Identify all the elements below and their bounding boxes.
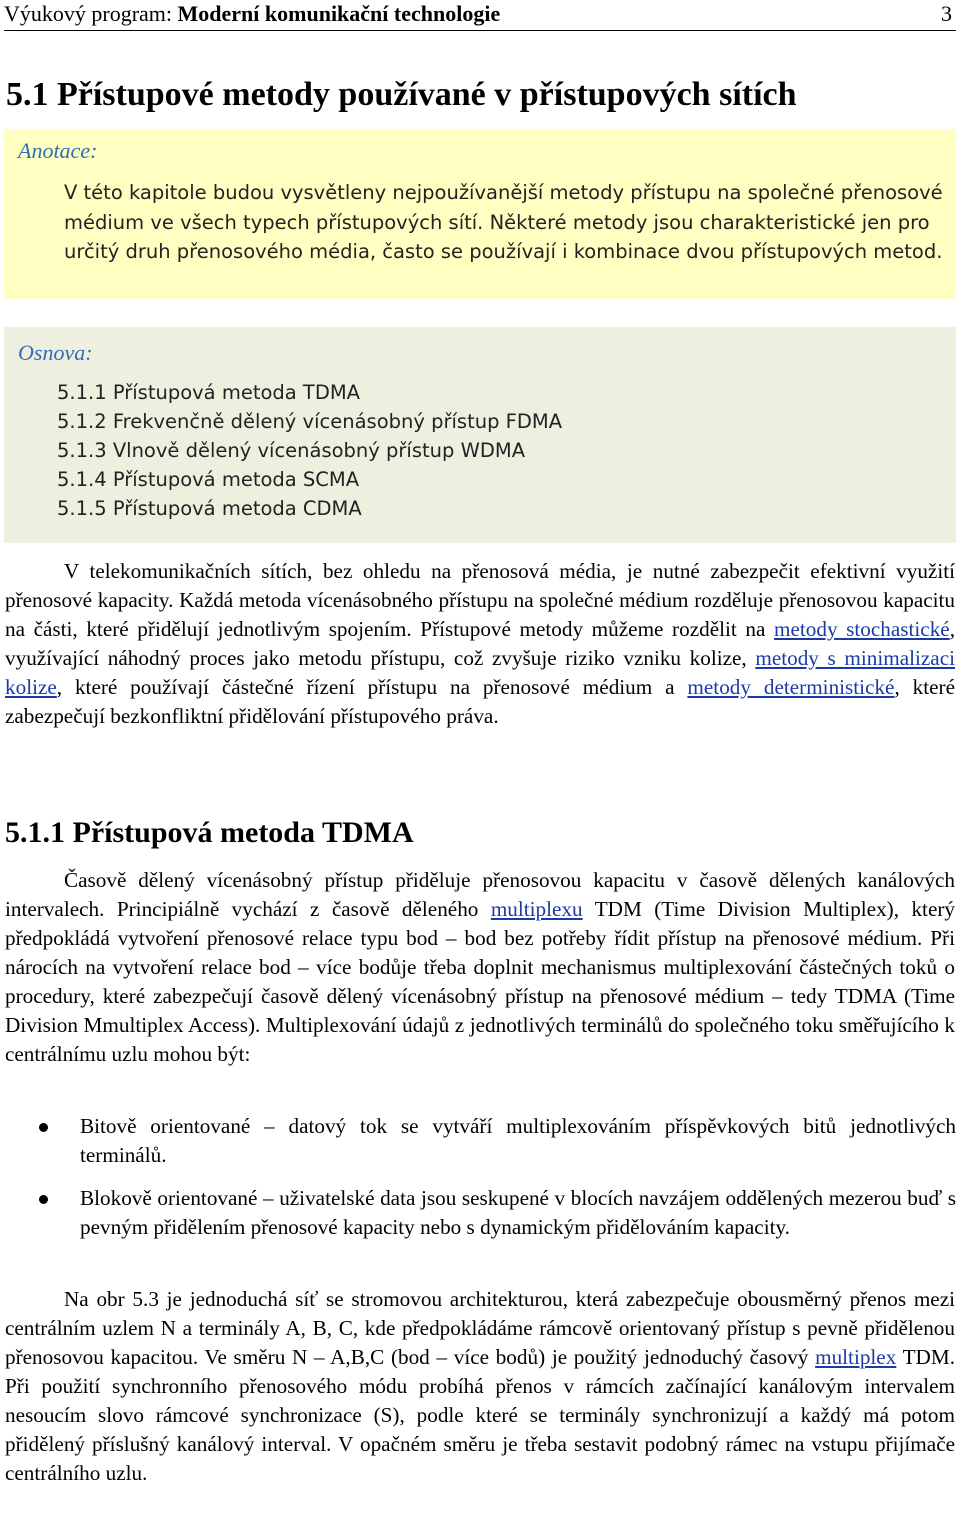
bullet-text: Blokově orientované – uživatelské data jsou seskupené v blocích navzájem oddělených mezerou buď s pevným přidělením přenosové kapacity nebo s dynamickým přidělováním kapacity. <box>80 1186 956 1239</box>
closing-text-2: TDM. Při použití synchronního přenosového módu probíhá přenos v rámcích začínající kanálovým intervalem nesoucím slovo rámcové synchronizace (S), podle které se terminály synchronizují a každý má potom přidělený příslušný kanálový interval. V opačném směru je třeba sestavit podobný rámec na vstupu přijímače centrálního uzlu. <box>5 1345 955 1485</box>
section-title: 5.1 Přístupové metody používané v přístupových sítích <box>6 76 797 113</box>
annotation-box <box>4 129 956 299</box>
bullet-text: Bitově orientované – datový tok se vytváří multiplexováním příspěvkových bitů jednotlivých terminálů. <box>80 1114 956 1167</box>
link-deterministic-methods[interactable]: metody deterministické <box>687 675 895 699</box>
outline-item: 5.1.2 Frekvenčně dělený vícenásobný přístup FDMA <box>57 410 563 433</box>
outline-list <box>57 378 562 523</box>
outline-item: 5.1.5 Přístupová metoda CDMA <box>57 497 362 520</box>
intro-paragraph <box>5 557 955 731</box>
tdma-text-1: Časově dělený vícenásobný přístup přiděluje přenosovou kapacitu v časově dělených kanálových intervalech. Principiálně vychází z časově děleného <box>5 868 955 921</box>
outline-item: 5.1.1 Přístupová metoda TDMA <box>57 381 361 404</box>
tdma-text-2: TDM (Time Division Multiplex), který předpokládá vytvoření přenosové relace typu bod – bod bez potřeby řídit přístup na přenosové médium. Při nárocích na vytvoření relace bod – více bodůje třeba doplnit mechanismus multiplexování částečných toků o procedury, které zabezpečují časově dělený vícenásobný přístup na přenosové médium – tedy TDMA (Time Division Mmultiplex Access). Multiplexování údajů z jednotlivých terminálů do společného toku směřujícího k centrálnímu uzlu mohou být: <box>5 897 955 1066</box>
bullet-item <box>80 1112 956 1170</box>
link-stochastic-methods[interactable]: metody stochastické <box>774 617 950 641</box>
bullet-icon <box>39 1195 48 1204</box>
intro-text-2: , využívající náhodný proces jako metodu přístupu, což zvyšuje riziko vzniku kolize, <box>5 617 956 670</box>
page-header <box>4 0 956 31</box>
outline-item: 5.1.3 Vlnově dělený vícenásobný přístup WDMA <box>57 439 526 462</box>
outline-item: 5.1.4 Přístupová metoda SCMA <box>57 468 360 491</box>
intro-text-3: , které používají částečné řízení přístupu na přenosové médium a <box>56 675 688 699</box>
link-multiplex[interactable]: multiplexu <box>490 897 583 921</box>
bullet-item <box>80 1184 956 1242</box>
annotation-text: V této kapitole budou vysvětleny nejpoužívanější metody přístupu na společné přenosové médium ve všech typech přístupových sítí. Některé metody jsou charakteristické jen pro určitý druh přenosového média, často se používají i kombinace dvou přístupových metod. <box>64 181 943 263</box>
outline-label: Osnova: <box>18 340 93 365</box>
link-multiplex-2[interactable]: multiplex <box>815 1345 897 1369</box>
header-title: Moderní komunikační technologie <box>177 1 501 26</box>
link-collision-minimization-methods[interactable]: metody s minimalizaci kolize <box>5 646 955 699</box>
page-number: 3 <box>941 1 952 26</box>
closing-paragraph <box>5 1285 955 1488</box>
intro-text-4: , které zabezpečují bezkonfliktní přidělování přístupového práva. <box>5 675 955 728</box>
bullet-icon <box>39 1123 48 1132</box>
annotation-label: Anotace: <box>18 138 98 163</box>
intro-text-1: V telekomunikačních sítích, bez ohledu na přenosová média, je nutné zabezpečit efektivní využití přenosové kapacity. Každá metoda vícenásobného přístupu na společné médium rozděluje přenosovou kapacitu na části, které přidělují jednotlivým spojením. Přístupové metody můžeme rozdělit na <box>5 559 955 641</box>
header-course <box>4 0 500 28</box>
tdma-paragraph <box>5 866 955 1069</box>
closing-text-1: Na obr 5.3 je jednoduchá síť se stromovou architekturou, která zabezpečuje obousměrný přenos mezi centrálním uzlem N a terminály A, B, C, kde předpokládáme rámcově orientovaný přístup s pevně přidělenou přenosovou kapacitou. Ve směru N – A,B,C (bod – více bodů) je použitý jednoduchý časový <box>5 1287 955 1369</box>
header-prefix: Výukový program: <box>4 1 178 26</box>
outline-box <box>4 327 956 543</box>
subsection-title: 5.1.1 Přístupová metoda TDMA <box>5 816 414 849</box>
